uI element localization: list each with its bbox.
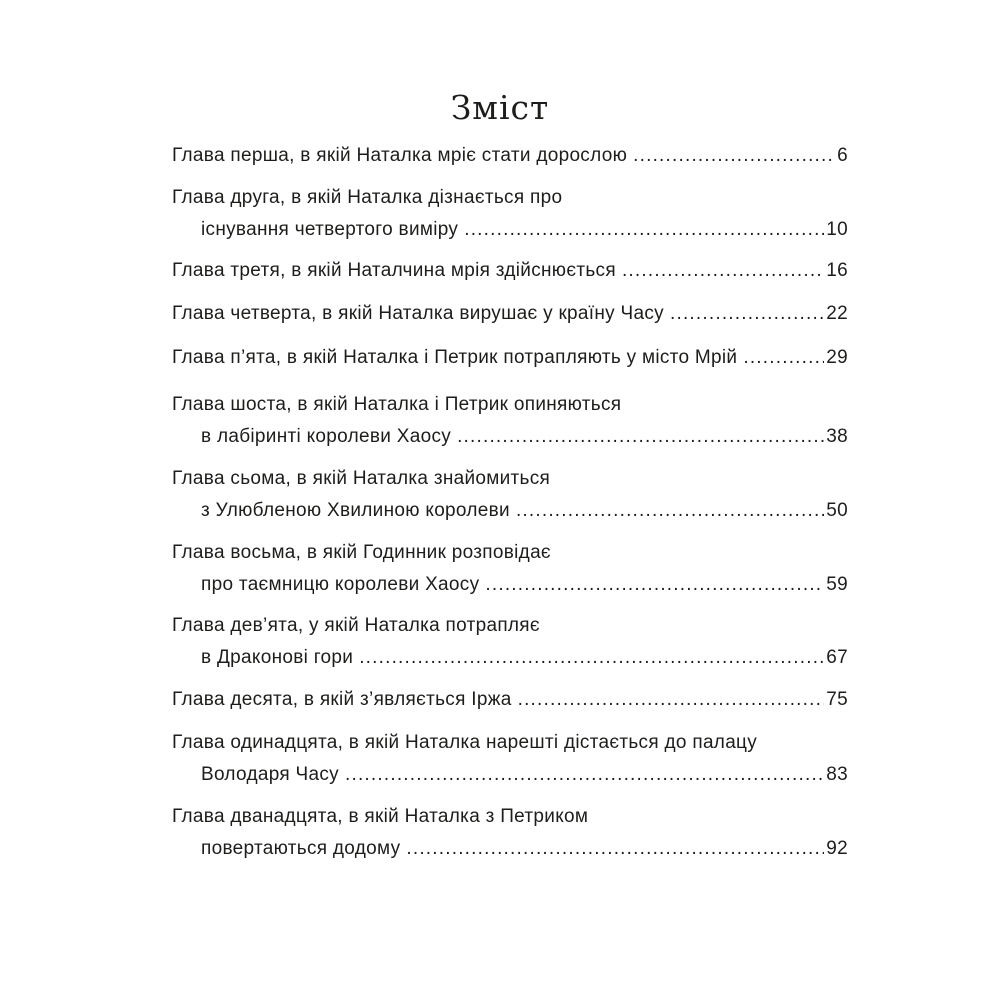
dot-leader [359, 642, 824, 674]
chapter-title: Глава десята, в якій з’являється Іржа [172, 689, 512, 710]
page-number: 75 [826, 689, 848, 710]
dot-leader [345, 759, 824, 791]
toc-entry [172, 298, 848, 330]
page-number: 92 [826, 838, 848, 859]
toc-line [172, 727, 848, 759]
page-number: 50 [826, 500, 848, 521]
toc-entry [172, 801, 848, 865]
toc-line [172, 255, 848, 287]
toc-line [172, 833, 848, 865]
toc-line [172, 140, 848, 172]
chapter-title: Глава друга, в якій Наталка дізнається про [172, 187, 563, 208]
page-number: 16 [826, 260, 848, 281]
dot-leader [518, 684, 825, 716]
chapter-title: в лабіринті королеви Хаосу [201, 426, 452, 447]
page-number: 38 [826, 426, 848, 447]
chapter-title: Глава дев’ята, у якій Наталка потрапляє [172, 615, 540, 636]
chapter-title: про таємницю королеви Хаосу [201, 574, 480, 595]
toc-line [172, 298, 848, 330]
toc-line [172, 759, 848, 791]
toc-line [172, 495, 848, 527]
page-number: 29 [826, 347, 848, 368]
toc-line [172, 801, 848, 833]
dot-leader [516, 495, 824, 527]
toc-entry [172, 255, 848, 287]
toc-entry [172, 463, 848, 527]
chapter-title: Глава шоста, в якій Наталка і Петрик опиняються [172, 394, 622, 415]
chapter-title: Глава одинадцята, в якій Наталка нарешті дістається до палацу [172, 732, 758, 753]
page-number: 6 [837, 145, 848, 166]
toc-entry [172, 537, 848, 601]
chapter-title: в Драконові гори [201, 647, 354, 668]
dot-leader [670, 298, 824, 330]
toc-line [172, 684, 848, 716]
chapter-title: з Улюбленою Хвилиною королеви [201, 500, 510, 521]
chapter-title: Глава четверта, в якій Наталка вирушає у країну Часу [172, 303, 664, 324]
toc-entry [172, 727, 848, 791]
toc-entry [172, 389, 848, 453]
toc-line [172, 389, 848, 421]
dot-leader [622, 255, 824, 287]
page-number: 10 [826, 219, 848, 240]
chapter-title: Глава третя, в якій Наталчина мрія здійснюється [172, 260, 616, 281]
dot-leader [743, 342, 824, 374]
toc-line [172, 610, 848, 642]
toc-entry [172, 610, 848, 674]
page-number: 83 [826, 764, 848, 785]
toc-entry [172, 342, 848, 374]
chapter-title: Глава сьома, в якій Наталка знайомиться [172, 468, 551, 489]
page-number: 59 [826, 574, 848, 595]
chapter-title: Глава перша, в якій Наталка мріє стати дорослою [172, 145, 628, 166]
toc-line [172, 537, 848, 569]
chapter-title: Глава восьма, в якій Годинник розповідає [172, 542, 551, 563]
dot-leader [406, 833, 824, 865]
chapter-title: Глава п’ята, в якій Наталка і Петрик потрапляють у місто Мрій [172, 347, 738, 368]
chapter-title: повертаються додому [201, 838, 401, 859]
toc-line [172, 569, 848, 601]
page-title: Зміст [450, 88, 550, 127]
toc-line [172, 463, 848, 495]
toc-line [172, 214, 848, 246]
chapter-title: Володаря Часу [201, 764, 339, 785]
dot-leader [633, 140, 835, 172]
dot-leader [485, 569, 824, 601]
dot-leader [464, 214, 824, 246]
toc-line [172, 342, 848, 374]
toc-line [172, 421, 848, 453]
chapter-title: Глава дванадцята, в якій Наталка з Петриком [172, 806, 589, 827]
toc-line [172, 642, 848, 674]
chapter-title: існування четвертого виміру [201, 219, 459, 240]
dot-leader [457, 421, 824, 453]
toc-line [172, 182, 848, 214]
page-number: 67 [826, 647, 848, 668]
toc-entry [172, 140, 848, 172]
toc-entry [172, 182, 848, 246]
toc-entry [172, 684, 848, 716]
page-number: 22 [826, 303, 848, 324]
